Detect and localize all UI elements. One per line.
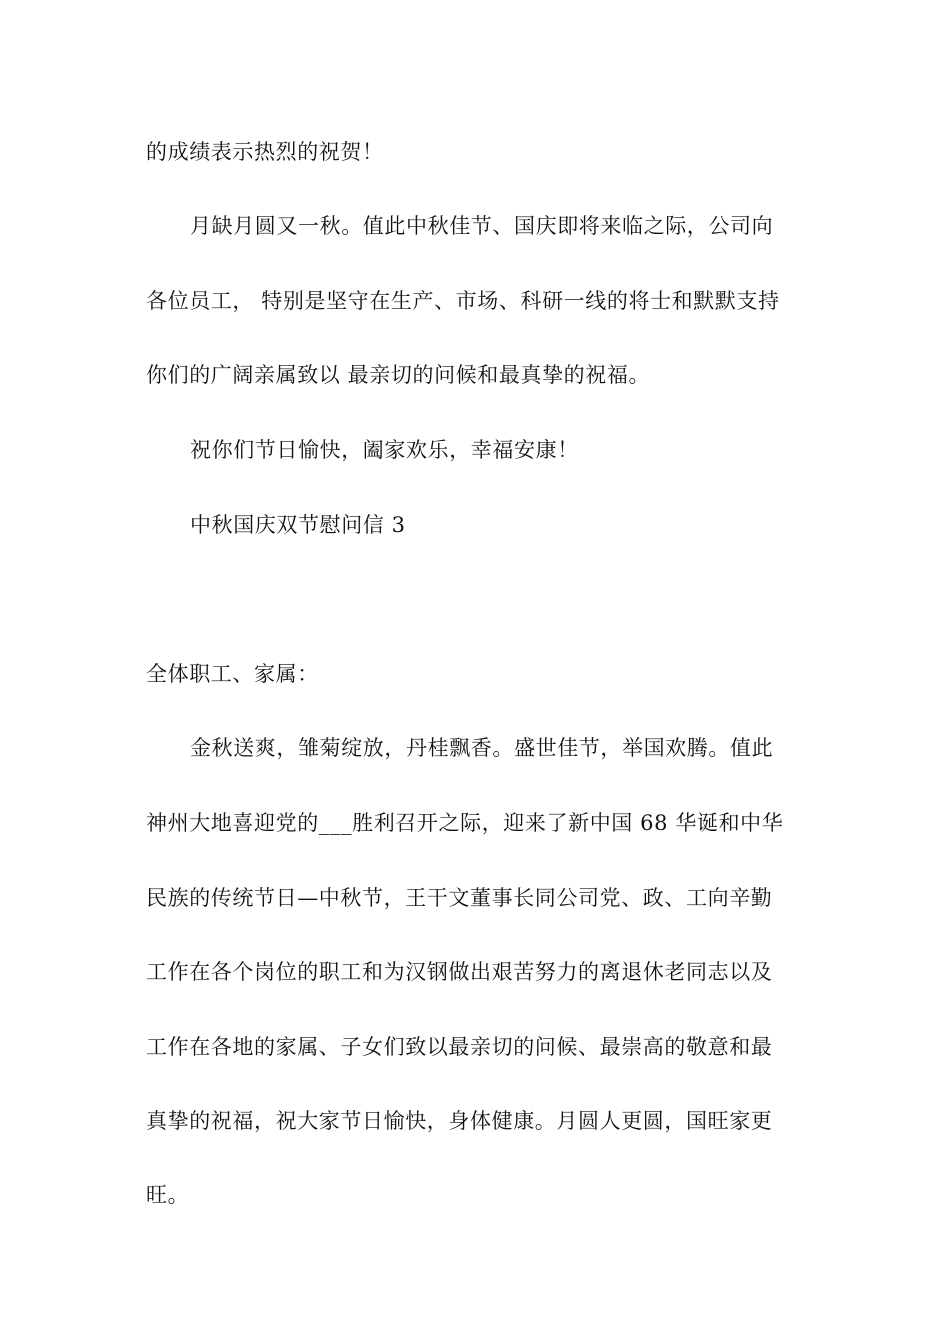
text-line: 神州大地喜迎党的___胜利召开之际，迎来了新中国 68 华诞和中华	[146, 811, 784, 835]
text-line: 民族的传统节日—中秋节，王干文董事长同公司党、政、工向辛勤	[146, 886, 773, 910]
text-line: 真挚的祝福，祝大家节日愉快，身体健康。月圆人更圆，国旺家更	[146, 1109, 773, 1133]
text-line: 金秋送爽，雏菊绽放，丹桂飘香。盛世佳节，举国欢腾。值此	[190, 736, 774, 760]
text-line: 工作在各地的家属、子女们致以最亲切的问候、最崇高的敬意和最	[146, 1035, 773, 1059]
text-line: 工作在各个岗位的职工和为汉钢做出艰苦努力的离退休老同志以及	[146, 960, 773, 984]
text-line: 你们的广阔亲属致以 最亲切的问候和最真挚的祝福。	[146, 363, 651, 387]
text-line: 月缺月圆又一秋。值此中秋佳节、国庆即将来临之际，公司向	[190, 214, 774, 238]
salutation: 全体职工、家属：	[146, 662, 319, 686]
section-title: 中秋国庆双节慰问信 3	[190, 513, 406, 537]
text-line: 祝你们节日愉快，阖家欢乐，幸福安康！	[190, 438, 579, 462]
text-line: 旺。	[146, 1183, 190, 1207]
text-line: 的成绩表示热烈的祝贺！	[146, 140, 384, 164]
text-line: 各位员工， 特别是坚守在生产、市场、科研一线的将士和默默支持	[146, 289, 780, 313]
